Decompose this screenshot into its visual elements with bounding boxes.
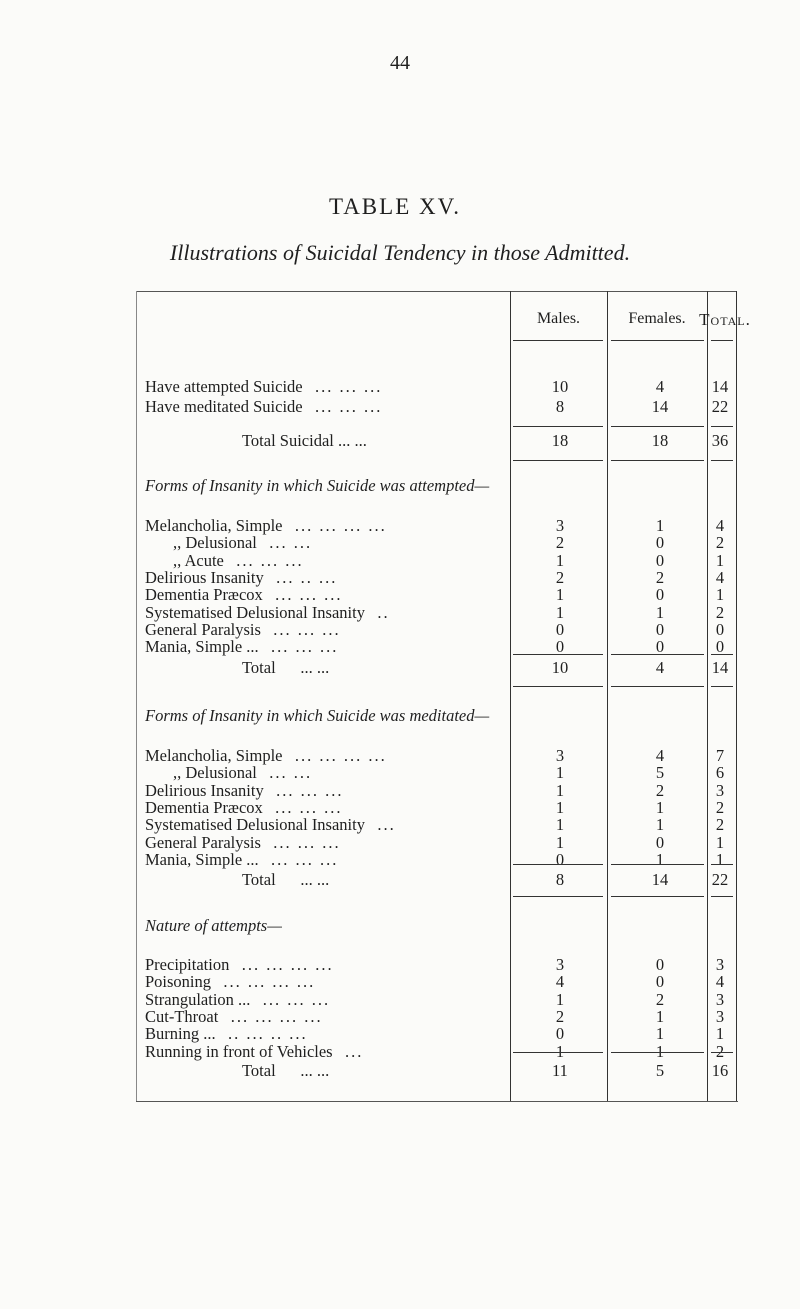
cell-total: 3 [715, 989, 725, 1009]
rule [611, 654, 704, 655]
section-heading-nature: Nature of attempts— [145, 916, 282, 935]
rule [711, 460, 733, 461]
cell-males: 3 [555, 955, 565, 974]
table-row-label: ,, Acute ... ... ... [173, 550, 304, 570]
cell-total: 2 [715, 815, 725, 835]
cell-females: 2 [655, 567, 665, 587]
cell-males: 1 [555, 585, 565, 605]
table-row-label: Have meditated Suicide ... ... ... [145, 397, 383, 416]
cell-females: 14 [651, 397, 669, 416]
cell-females: 4 [655, 746, 665, 765]
cell-males: 2 [555, 533, 565, 553]
table-top-border [136, 291, 736, 292]
cell-males: 2 [555, 567, 565, 587]
cell-total: 3 [715, 780, 725, 800]
cell-females: 4 [655, 658, 665, 677]
rule [513, 460, 603, 461]
table-row-label: General Paralysis ... ... ... [145, 619, 341, 639]
cell-total: 1 [715, 832, 725, 852]
table-row-label: Cut-Throat ... ... ... ... [145, 1006, 323, 1026]
cell-total: 3 [715, 1006, 725, 1026]
rule [513, 896, 603, 897]
cell-total: 16 [711, 1061, 729, 1080]
cell-total: 7 [715, 746, 725, 765]
cell-females: 5 [655, 1061, 665, 1080]
table-row-label: Melancholia, Simple ... ... ... ... [145, 516, 387, 535]
rule [611, 1052, 704, 1053]
cell-total: 2 [715, 1041, 725, 1061]
cell-males: 1 [555, 763, 565, 783]
cell-males: 10 [551, 377, 569, 396]
table-row-label: Dementia Præcox ... ... ... [145, 797, 343, 817]
rule [611, 896, 704, 897]
table-subtitle: Illustrations of Suicidal Tendency in those Admitted. [169, 240, 631, 265]
rule [711, 896, 733, 897]
table-row-label: Delirious Insanity ... ... ... [145, 780, 344, 800]
cell-females: 1 [655, 1006, 665, 1026]
rule [513, 686, 603, 687]
cell-males: 1 [555, 989, 565, 1009]
rule [711, 654, 733, 655]
table-bottom-border [136, 1101, 738, 1102]
cell-total: 1 [715, 550, 725, 570]
table-row-label: General Paralysis ... ... ... [145, 832, 341, 852]
cell-total: 2 [715, 533, 725, 553]
cell-females: 0 [655, 955, 665, 974]
rule [611, 864, 704, 865]
rule [513, 426, 603, 427]
table-row-label: Have attempted Suicide ... ... ... [145, 377, 383, 396]
header-total: Total. [699, 310, 751, 329]
cell-males: 0 [555, 619, 565, 639]
cell-total: 14 [711, 377, 729, 396]
rule [611, 460, 704, 461]
cell-total: 3 [715, 955, 725, 974]
divider-females [607, 291, 608, 1101]
cell-males: 2 [555, 1006, 565, 1026]
rule [611, 686, 704, 687]
cell-females: 1 [655, 849, 665, 869]
cell-males: 3 [555, 746, 565, 765]
cell-females: 0 [655, 533, 665, 553]
cell-females: 0 [655, 637, 665, 657]
table-row-label: Precipitation ... ... ... ... [145, 955, 334, 974]
cell-females: 4 [655, 377, 665, 396]
cell-males: 1 [555, 780, 565, 800]
cell-males: 1 [555, 815, 565, 835]
table-row-label: Systematised Delusional Insanity ... [145, 815, 396, 835]
section-total-label: Total ... ... [242, 870, 330, 889]
divider-males [510, 291, 511, 1101]
table-row-label: Poisoning ... ... ... ... [145, 972, 316, 992]
rule [711, 340, 733, 341]
table-row-label: Mania, Simple ... ... ... ... [145, 849, 339, 869]
table-row-label: Melancholia, Simple ... ... ... ... [145, 746, 387, 765]
cell-males: 0 [555, 637, 565, 657]
cell-total: 4 [715, 567, 725, 587]
rule [711, 1052, 733, 1053]
table-row-label: Delirious Insanity ... .. ... [145, 567, 338, 587]
section-heading-attempted: Forms of Insanity in which Suicide was attempted— [145, 476, 490, 495]
section-total-label: Total ... ... [242, 1061, 330, 1080]
rule [513, 864, 603, 865]
cell-males: 10 [551, 658, 569, 677]
cell-females: 18 [651, 431, 669, 450]
table-left-border [136, 291, 137, 1101]
table-row-label: ,, Delusional ... ... [173, 533, 313, 553]
rule [611, 340, 704, 341]
cell-females: 0 [655, 550, 665, 570]
cell-females: 0 [655, 619, 665, 639]
cell-total: 1 [715, 849, 725, 869]
cell-total: 0 [715, 637, 725, 657]
rule [513, 340, 603, 341]
table-row-label: Strangulation ... ... ... ... [145, 989, 331, 1009]
table-row-label: ,, Delusional ... ... [173, 763, 313, 783]
cell-males: 1 [555, 1041, 565, 1061]
table-title: TABLE XV. [328, 194, 461, 219]
table-row-label: Running in front of Vehicles ... [145, 1041, 364, 1061]
cell-females: 1 [655, 602, 665, 622]
cell-males: 11 [552, 1061, 568, 1080]
cell-total: 1 [715, 585, 725, 605]
cell-females: 1 [655, 1024, 665, 1044]
table-row-label: Mania, Simple ... ... ... ... [145, 637, 339, 657]
cell-total: 4 [715, 516, 725, 535]
cell-females: 1 [655, 1041, 665, 1061]
cell-total: 22 [711, 397, 729, 416]
cell-total: 22 [711, 870, 729, 889]
cell-males: 1 [555, 602, 565, 622]
cell-females: 2 [655, 989, 665, 1009]
cell-females: 0 [655, 585, 665, 605]
cell-males: 18 [551, 431, 569, 450]
page-number: 44 [390, 52, 410, 74]
header-males: Males. [536, 310, 581, 327]
cell-males: 0 [555, 849, 565, 869]
cell-total: 36 [711, 431, 729, 450]
total-suicidal-label: Total Suicidal ... ... [242, 431, 367, 450]
cell-males: 1 [555, 550, 565, 570]
cell-total: 14 [711, 658, 729, 677]
header-females: Females. [628, 310, 686, 327]
rule [513, 1052, 603, 1053]
cell-males: 3 [555, 516, 565, 535]
cell-males: 1 [555, 797, 565, 817]
cell-females: 0 [655, 972, 665, 992]
cell-females: 0 [655, 832, 665, 852]
cell-total: 4 [715, 972, 725, 992]
cell-males: 4 [555, 972, 565, 992]
cell-females: 1 [655, 516, 665, 535]
cell-females: 1 [655, 815, 665, 835]
table-row-label: Systematised Delusional Insanity .. [145, 602, 390, 622]
section-total-label: Total ... ... [242, 658, 330, 677]
cell-females: 2 [655, 780, 665, 800]
cell-females: 14 [651, 870, 669, 889]
table-row-label: Dementia Præcox ... ... ... [145, 585, 343, 605]
cell-total: 1 [715, 1024, 725, 1044]
cell-males: 8 [555, 397, 565, 416]
rule [711, 864, 733, 865]
rule [711, 686, 733, 687]
cell-total: 6 [715, 763, 725, 783]
rule [711, 426, 733, 427]
cell-total: 2 [715, 797, 725, 817]
table-row-label: Burning ... .. ... .. ... [145, 1024, 308, 1044]
cell-total: 0 [715, 619, 725, 639]
rule [513, 654, 603, 655]
cell-females: 1 [655, 797, 665, 817]
cell-males: 1 [555, 832, 565, 852]
cell-males: 0 [555, 1024, 565, 1044]
cell-females: 5 [655, 763, 665, 783]
section-heading-meditated: Forms of Insanity in which Suicide was meditated— [145, 706, 490, 725]
rule [611, 426, 704, 427]
cell-males: 8 [555, 870, 565, 889]
cell-total: 2 [715, 602, 725, 622]
